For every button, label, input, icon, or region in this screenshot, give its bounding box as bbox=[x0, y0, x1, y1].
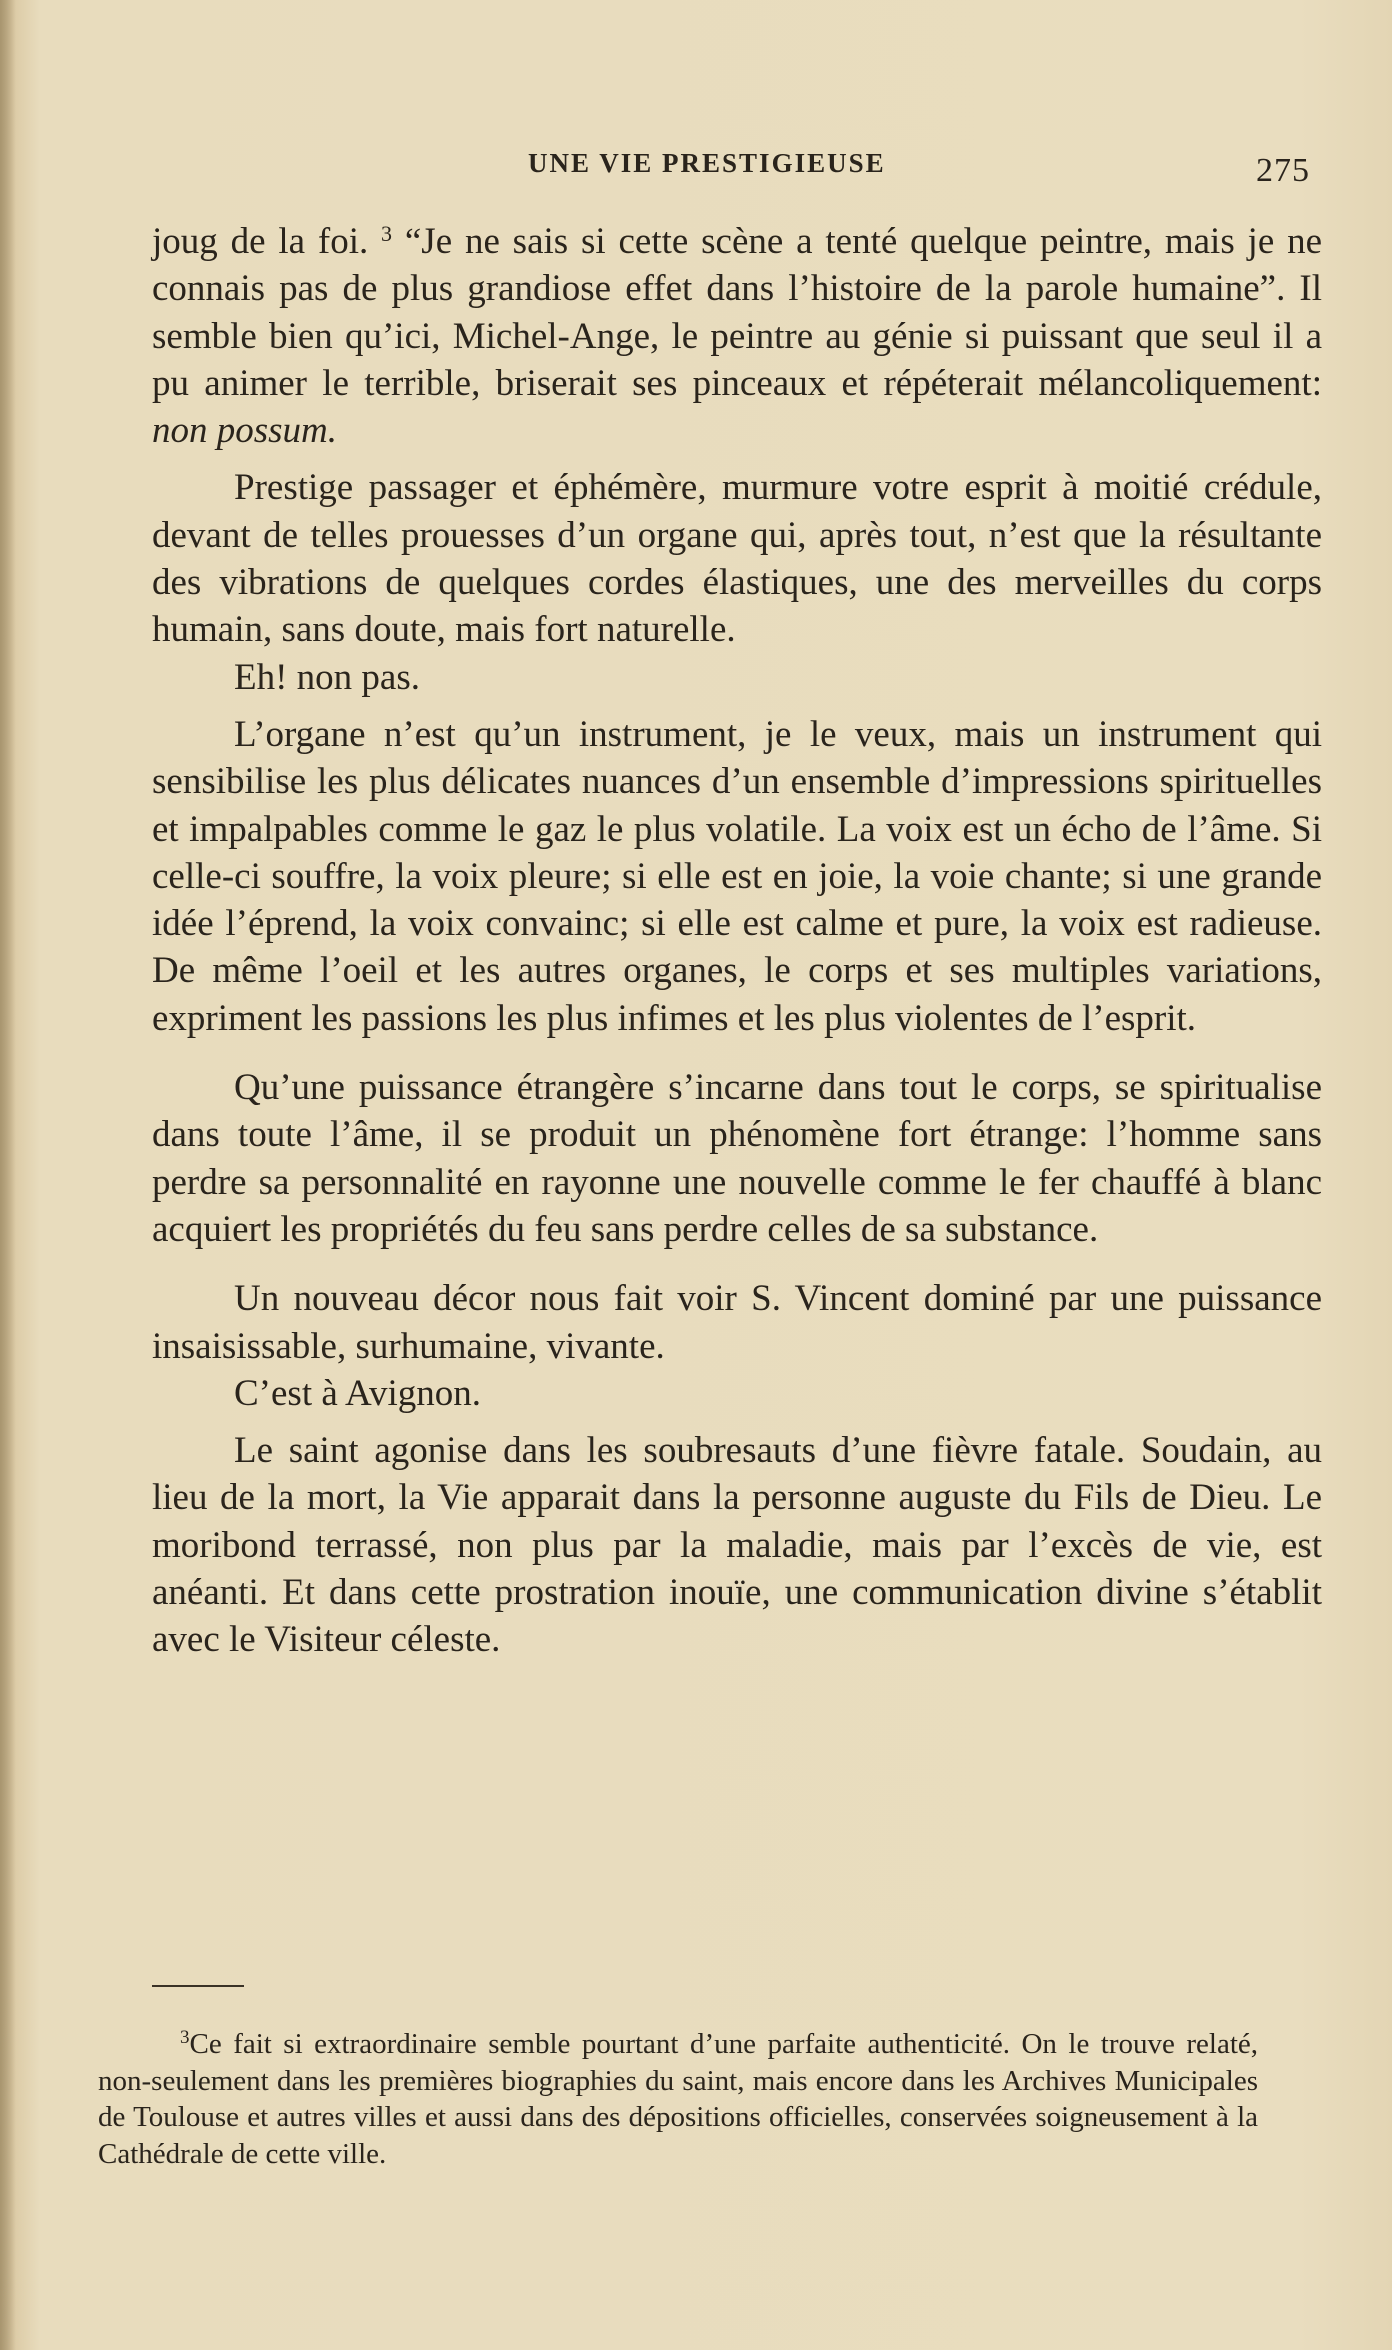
paragraph-1-start: joug de la foi. bbox=[152, 221, 369, 262]
footnote-paragraph bbox=[98, 2026, 1258, 2172]
footnote-text: Ce fait si extraordinaire semble pourtant d’une parfaite authenticité. On le trouve relaté, non-seulement dans les premières biographies du saint, mais encore dans les Archives Municipales de Toulouse et autres villes et aussi dans des dépositions officielles, conservées soigneusement à la Cathédrale de cette ville. bbox=[98, 2028, 1258, 2170]
paragraph-5: Qu’une puissance étrangère s’incarne dans tout le corps, se spiritualise dans toute l’âme, il se produit un phénomène fort étrange: l’homme sans perdre sa personnalité en rayonne une nouvelle comme le fer chauffé à blanc acquiert les propriétés du feu sans perdre celles de sa substance. bbox=[152, 1067, 1322, 1250]
paragraph-4: L’organe n’est qu’un instrument, je le veux, mais un instrument qui sensibilise les plus délicates nuances d’un ensemble d’impressions spirituelles et impalpables comme le gaz le plus volatile. La voix est un écho de l’âme. Si celle-ci souffre, la voix pleure; si elle est en joie, la voie chante; si une grande idée l’éprend, la voix convainc; si elle est calme et pure, la voix est radieuse. De même l’oeil et les autres organes, le corps et ses multiples variations, expriment les passions les plus infimes et les plus violentes de l’esprit. bbox=[152, 713, 1322, 1039]
footnote-reference: 3 bbox=[381, 221, 393, 246]
main-text bbox=[152, 218, 1322, 1664]
paragraph-1-continuation: “Je ne sais si cette scène a tenté quelque peintre, mais je ne connais pas de plus grandiose effet dans l’histoire de la parole humaine”. Il semble bien qu’ici, Michel-Ange, le peintre au génie si puissant que seul il a pu animer le terrible, briserait ses pinceaux et répéterait mélancoliquement: bbox=[152, 221, 1322, 404]
footnote-marker: 3 bbox=[180, 2027, 190, 2048]
paragraph-7: C’est à Avignon. bbox=[234, 1372, 481, 1414]
footnote bbox=[98, 2026, 1258, 2172]
paragraph-2: Prestige passager et éphémère, murmure votre esprit à moitié crédule, devant de telles prouesses d’un organe qui, après tout, n’est que la résultante des vibrations de quelques cordes élastiques, une des merveilles du corps humain, sans doute, mais fort naturelle. bbox=[152, 467, 1322, 651]
footnote-separator bbox=[152, 1985, 244, 1987]
latin-phrase: non possum. bbox=[152, 410, 338, 452]
page-number: 275 bbox=[1256, 152, 1310, 189]
paragraph-3: Eh! non pas. bbox=[234, 656, 420, 698]
binding-gutter-shadow bbox=[0, 0, 16, 2350]
paragraph-1 bbox=[152, 218, 1322, 454]
paragraph-8: Le saint agonise dans les soubresauts d’une fièvre fatale. Soudain, au lieu de la mort, la Vie apparait dans la personne auguste du Fils de Dieu. Le moribond terrassé, non plus par la maladie, mais par l’excès de vie, est anéanti. Et dans cette prostration inouïe, une communication divine s’établit avec le Visiteur céleste. bbox=[152, 1430, 1322, 1661]
paragraph-6: Un nouveau décor nous fait voir S. Vincent dominé par une puissance insaisissable, surhumaine, vivante. bbox=[152, 1278, 1322, 1367]
running-title: UNE VIE PRESTIGIEUSE bbox=[528, 148, 886, 178]
